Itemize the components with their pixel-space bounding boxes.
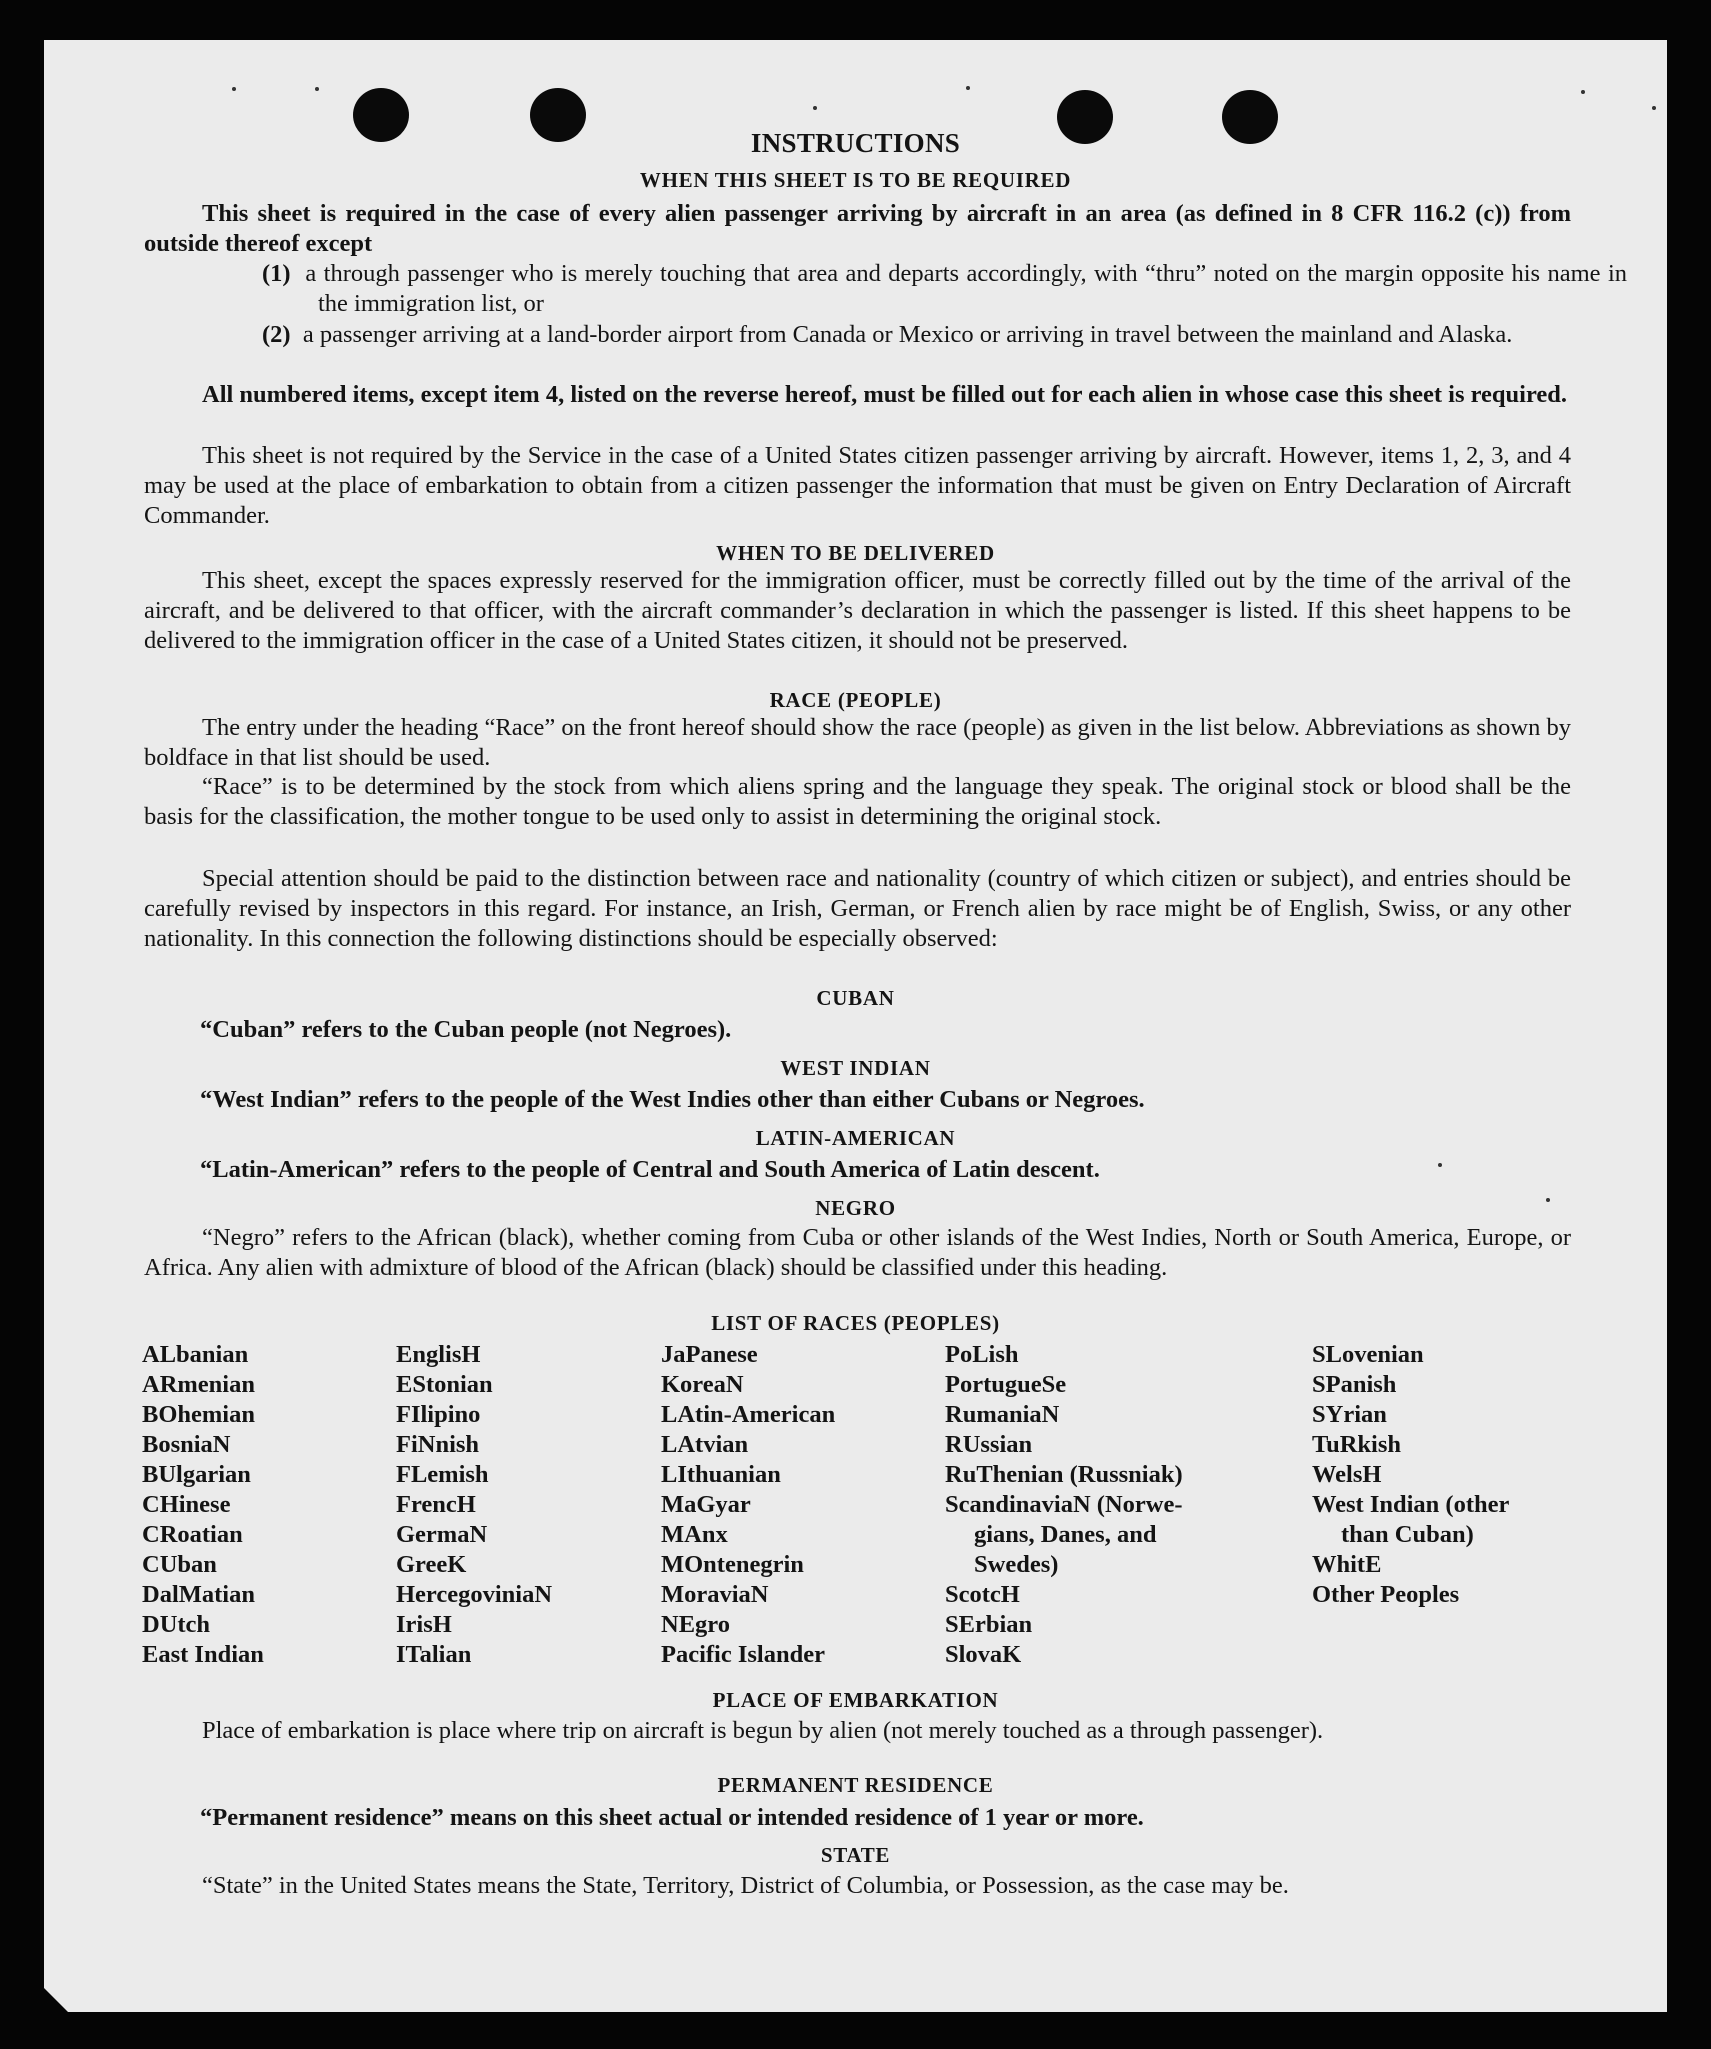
race-entry: RuThenian (Russniak) bbox=[945, 1461, 1183, 1488]
race-entry: Pacific Islander bbox=[661, 1641, 825, 1668]
residence-definition: “Permanent residence” means on this sheet actual or intended residence of 1 year or more. bbox=[200, 1804, 1144, 1831]
race-entry: CUban bbox=[142, 1551, 217, 1578]
speck bbox=[813, 106, 817, 110]
races-column-3 bbox=[661, 1340, 835, 1670]
race-entry: MOntenegrin bbox=[661, 1551, 804, 1578]
race-entry: LIthuanian bbox=[661, 1461, 781, 1488]
race-entry: HercegoviniaN bbox=[396, 1581, 553, 1608]
residence-heading: PERMANENT RESIDENCE bbox=[717, 1773, 994, 1797]
race-entry: SYrian bbox=[1312, 1401, 1387, 1428]
exception-text: a through passenger who is merely touching that area and departs accordingly, with “thru” noted on the margin opposite his name in the immigration list, or bbox=[305, 260, 1627, 317]
race-entry: BUlgarian bbox=[142, 1461, 251, 1488]
race-entry: SLovenian bbox=[1312, 1341, 1424, 1368]
race-entry: RUssian bbox=[945, 1431, 1033, 1458]
race-entry: NEgro bbox=[661, 1611, 730, 1638]
race-entry: PortugueSe bbox=[945, 1371, 1067, 1398]
race-entry: SlovaK bbox=[945, 1641, 1022, 1668]
race-entry: DUtch bbox=[142, 1611, 211, 1638]
speck bbox=[232, 87, 236, 91]
race-heading: RACE (PEOPLE) bbox=[769, 688, 942, 712]
embarkation-heading: PLACE OF EMBARKATION bbox=[712, 1688, 999, 1712]
race-entry: FrencH bbox=[396, 1491, 476, 1518]
exception-item-2 bbox=[262, 320, 1627, 350]
race-entry: CHinese bbox=[142, 1491, 231, 1518]
state-definition: “State” in the United States means the State, Territory, District of Columbia, or Possession, as the case may be. bbox=[202, 1872, 1289, 1899]
exception-number: (2) bbox=[262, 321, 291, 348]
race-entry: KoreaN bbox=[661, 1371, 744, 1398]
speck bbox=[1581, 90, 1585, 94]
exception-text: a passenger arriving at a land-border airport from Canada or Mexico or arriving in travel between the mainland and Alaska. bbox=[302, 321, 1513, 348]
race-entry: BosniaN bbox=[142, 1431, 231, 1458]
race-paragraph-3: Special attention should be paid to the distinction between race and nationality (country of which citizen or subject), and entries should be carefully revised by inspectors in this regard. For instance, an Irish, German, or French alien by race might be of English, Swiss, or any other nationality. In this connection the following distinctions should be especially observed: bbox=[144, 865, 1571, 952]
latin-american-heading: LATIN-AMERICAN bbox=[755, 1126, 956, 1150]
race-entry: CRoatian bbox=[142, 1521, 243, 1548]
race-entry: BOhemian bbox=[142, 1401, 255, 1428]
embarkation-definition: Place of embarkation is place where trip on aircraft is begun by alien (not merely touched as a through passenger). bbox=[202, 1717, 1324, 1744]
latin-american-definition: “Latin-American” refers to the people of Central and South America of Latin descent. bbox=[200, 1156, 1100, 1183]
races-column-4 bbox=[945, 1340, 1183, 1670]
list-of-races-heading: LIST OF RACES (PEOPLES) bbox=[711, 1311, 1000, 1335]
speck bbox=[315, 87, 319, 91]
state-heading: STATE bbox=[820, 1843, 891, 1867]
race-entry: MoraviaN bbox=[661, 1581, 769, 1608]
race-entry: LAtvian bbox=[661, 1431, 749, 1458]
race-entry-continued: than Cuban) bbox=[1341, 1521, 1474, 1548]
west-indian-heading: WEST INDIAN bbox=[780, 1056, 931, 1080]
exception-item-1 bbox=[262, 259, 1627, 319]
race-entry: GreeK bbox=[396, 1551, 467, 1578]
race-entry: MaGyar bbox=[661, 1491, 751, 1518]
race-entry: RumaniaN bbox=[945, 1401, 1060, 1428]
race-paragraph-2: “Race” is to be determined by the stock from which aliens spring and the language they speak. The original stock or blood shall be the basis for the classification, the mother tongue to be used only to assist in determining the original stock. bbox=[144, 773, 1571, 830]
race-entry: SErbian bbox=[945, 1611, 1033, 1638]
race-entry: LAtin-American bbox=[661, 1401, 836, 1428]
race-entry: FIlipino bbox=[396, 1401, 481, 1428]
race-entry: DalMatian bbox=[142, 1581, 255, 1608]
when-delivered-heading: WHEN TO BE DELIVERED bbox=[716, 541, 995, 565]
race-entry: TuRkish bbox=[1312, 1431, 1402, 1458]
race-entry: IrisH bbox=[396, 1611, 452, 1638]
negro-definition: “Negro” refers to the African (black), whether coming from Cuba or other islands of the West Indies, North or South America, Europe, or Africa. Any alien with admixture of blood of the African (black) should be classified under this heading. bbox=[144, 1224, 1571, 1281]
races-column-1 bbox=[142, 1340, 264, 1670]
race-entry: PoLish bbox=[945, 1341, 1019, 1368]
race-entry: EnglisH bbox=[396, 1341, 481, 1368]
exception-number: (1) bbox=[262, 260, 291, 287]
race-entry: FiNnish bbox=[396, 1431, 480, 1458]
race-entry: ScandinaviaN (Norwe- bbox=[945, 1491, 1183, 1518]
race-entry: SPanish bbox=[1312, 1371, 1397, 1398]
race-entry: FLemish bbox=[396, 1461, 489, 1488]
race-paragraph-1: The entry under the heading “Race” on the front hereof should show the race (people) as given in the list below. Abbreviations as shown by boldface in that list should be used. bbox=[144, 714, 1571, 771]
race-entry-continued: gians, Danes, and bbox=[974, 1521, 1157, 1548]
when-required-heading: WHEN THIS SHEET IS TO BE REQUIRED bbox=[639, 168, 1072, 192]
race-entry: MAnx bbox=[661, 1521, 728, 1548]
race-entry: ScotcH bbox=[945, 1581, 1020, 1608]
race-entry: Other Peoples bbox=[1312, 1581, 1460, 1608]
race-entry: WhitE bbox=[1312, 1551, 1382, 1578]
citizen-paragraph: This sheet is not required by the Service in the case of a United States citizen passenger arriving by aircraft. However, items 1, 2, 3, and 4 may be used at the place of embarkation to obtain from a citizen passenger the information that must be given on Entry Declaration of Aircraft Commander. bbox=[144, 442, 1571, 529]
numbered-items-paragraph: All numbered items, except item 4, listed on the reverse hereof, must be filled out for each alien in whose case this sheet is required. bbox=[202, 381, 1568, 408]
speck bbox=[1652, 106, 1656, 110]
speck bbox=[966, 86, 970, 90]
races-column-2 bbox=[396, 1340, 552, 1670]
west-indian-definition: “West Indian” refers to the people of the West Indies other than either Cubans or Negroes. bbox=[200, 1086, 1145, 1113]
race-entry: West Indian (other bbox=[1312, 1491, 1510, 1518]
race-entry: East Indian bbox=[142, 1641, 264, 1668]
cuban-definition: “Cuban” refers to the Cuban people (not Negroes). bbox=[200, 1016, 732, 1043]
race-entry: ITalian bbox=[396, 1641, 472, 1668]
race-entry: GermaN bbox=[396, 1521, 488, 1548]
negro-heading: NEGRO bbox=[815, 1196, 896, 1220]
when-required-intro: This sheet is required in the case of every alien passenger arriving by aircraft in an area (as defined in 8 CFR 116.2 (c)) from outside thereof except bbox=[144, 200, 1571, 257]
cuban-heading: CUBAN bbox=[816, 986, 895, 1010]
when-delivered-text: This sheet, except the spaces expressly reserved for the immigration officer, must be correctly filled out by the time of the arrival of the aircraft, and be delivered to that officer, with the aircraft commander’s declaration in which the passenger is listed. If this sheet happens to be delivered to the immigration officer in the case of a United States citizen, it should not be preserved. bbox=[144, 567, 1571, 654]
race-entry-continued: Swedes) bbox=[974, 1551, 1059, 1578]
race-entry: EStonian bbox=[396, 1371, 493, 1398]
races-column-5 bbox=[1312, 1340, 1509, 1610]
race-entry: ALbanian bbox=[142, 1341, 249, 1368]
race-entry: WelsH bbox=[1312, 1461, 1382, 1488]
race-entry: ARmenian bbox=[142, 1371, 255, 1398]
race-entry: JaPanese bbox=[661, 1341, 758, 1368]
page-title: INSTRUCTIONS bbox=[750, 128, 961, 158]
